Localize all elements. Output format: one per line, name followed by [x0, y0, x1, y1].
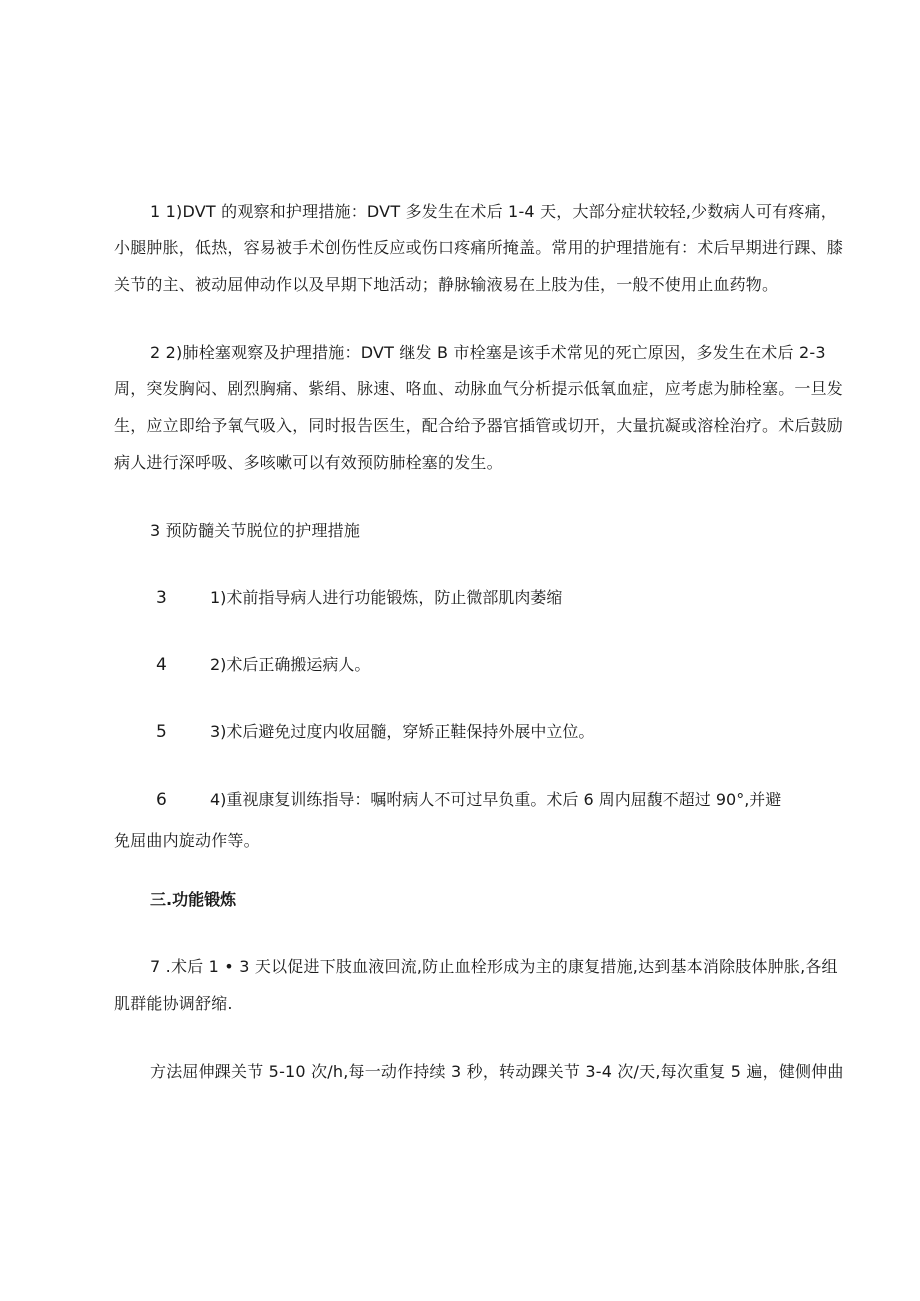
list-item-number: 3 [156, 588, 167, 608]
list-item-number: 4 [156, 655, 167, 675]
paragraph-1-line-3: 关节的主、被动屈伸动作以及早期下地活动；静脉输液易在上肢为佳，一般不使用止血药物。 [114, 275, 779, 294]
list-item-continuation: 免屈曲内旋动作等。 [114, 831, 260, 850]
list-item-text: 1)术前指导病人进行功能锻炼，防止微部肌肉萎缩 [210, 588, 563, 607]
list-item [0, 654, 920, 676]
list-item-number: 5 [156, 722, 167, 742]
section-title-hip-dislocation: 3 预防髓关节脱位的护理措施 [150, 521, 361, 540]
section-heading-functional-exercise: 三.功能锻炼 [150, 890, 237, 909]
list-item-text: 2)术后正确搬运病人。 [210, 655, 371, 674]
list-item [0, 789, 920, 811]
paragraph-2-line-4: 病人进行深呼吸、多咳嗽可以有效预防肺栓塞的发生。 [114, 453, 503, 472]
paragraph-2-line-1: 2 2)肺栓塞观察及护理措施：DVT 继发 B 市栓塞是该手术常见的死亡原因，多发生在术后 2-3 [150, 343, 826, 362]
list-item [0, 721, 920, 743]
paragraph-2-line-3: 生，应立即给予氧气吸入，同时报告医生，配合给予器官插管或切开，大量抗凝或溶栓治疗。术后鼓励 [114, 416, 844, 435]
paragraph-7-line-1: 7 .术后 1 • 3 天以促进下肢血液回流,防止血栓形成为主的康复措施,达到基本消除肢体肿胀,各组 [150, 957, 838, 976]
list-item-number: 6 [156, 790, 167, 810]
list-item-text: 3)术后避免过度内收屈髓，穿矫正鞋保持外展中立位。 [210, 722, 595, 741]
paragraph-8-line-1: 方法屈伸踝关节 5-10 次/h,每一动作持续 3 秒，转动踝关节 3-4 次/天,每次重复 5 遍，健侧伸曲 [150, 1062, 844, 1081]
paragraph-7-line-2: 肌群能协调舒缩. [114, 994, 233, 1013]
paragraph-1-line-1: 1 1)DVT 的观察和护理措施：DVT 多发生在术后 1-4 天，大部分症状较轻,少数病人可有疼痛， [150, 202, 837, 221]
paragraph-2-line-2: 周，突发胸闷、剧烈胸痛、紫绢、脉速、咯血、动脉血气分析提示低氧血症，应考虑为肺栓塞。一旦发 [114, 379, 844, 398]
paragraph-1-line-2: 小腿肿胀，低热，容易被手术创伤性反应或伤口疼痛所掩盖。常用的护理措施有：术后早期进行踝、膝 [114, 238, 844, 257]
list-item-text: 4)重视康复训练指导：嘱咐病人不可过早负重。术后 6 周内屈馥不超过 90°,并避 [210, 790, 782, 809]
list-item [0, 587, 920, 609]
